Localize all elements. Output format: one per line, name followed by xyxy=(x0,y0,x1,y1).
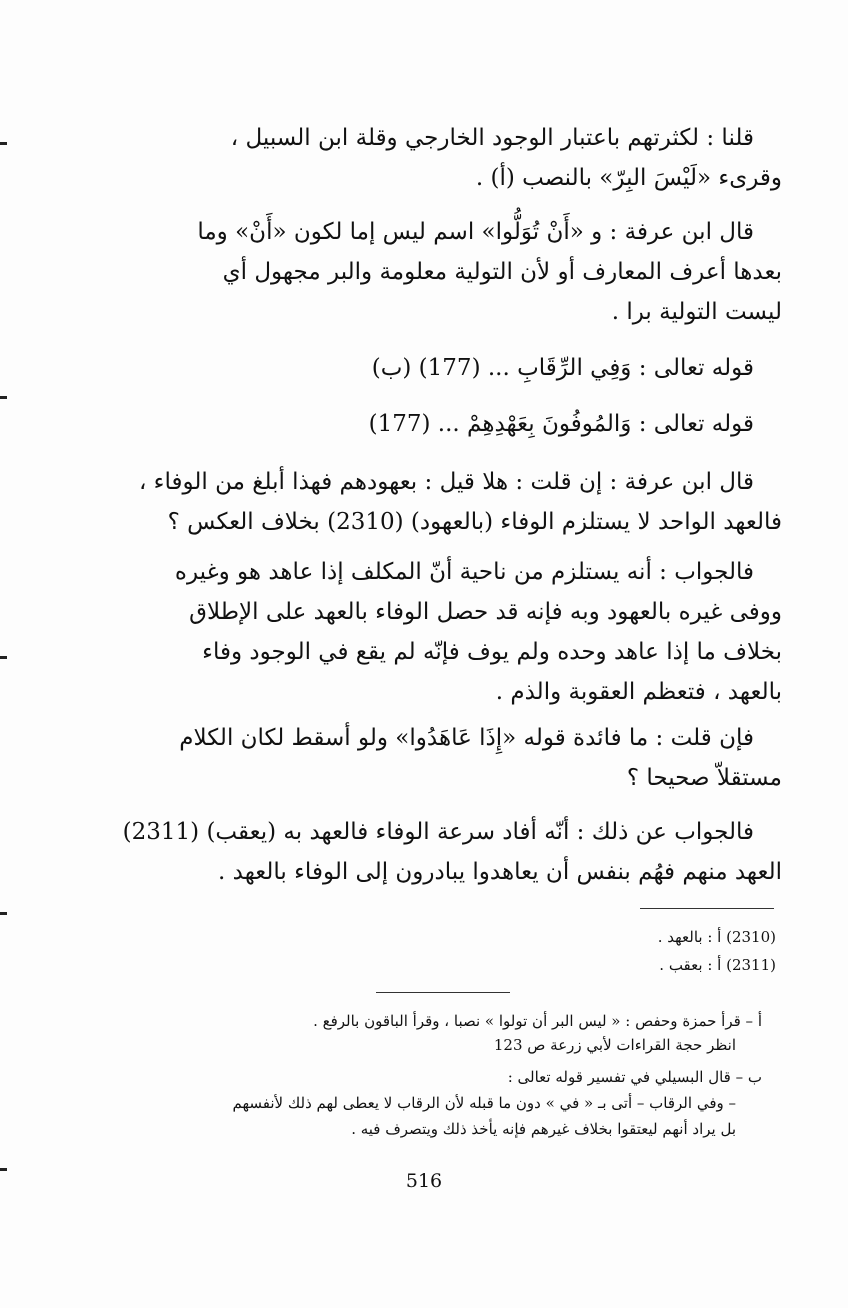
page-number: 516 xyxy=(405,1170,443,1192)
text-line: ووفى غيره بالعهود وبه فإنه قد حصل الوفاء بالعهد على الإطلاق xyxy=(189,599,782,625)
text-line: فالجواب : أنه يستلزم من ناحية أنّ المكلف إذا عاهد هو وغيره xyxy=(174,559,754,585)
paragraph xyxy=(100,348,782,388)
variant-note: (2311) أ : بعقب . xyxy=(659,956,776,974)
paragraph xyxy=(100,552,782,712)
text-line: قال ابن عرفة : و «أَنْ تُوَلُّوا» اسم ليس إما لكون «أَنْ» وما xyxy=(197,219,754,245)
text-line: بالعهد ، فتعظم العقوبة والذم . xyxy=(495,679,782,705)
text-line: العهد منهم فهُم بنفس أن يعاهدوا يبادرون إلى الوفاء بالعهد . xyxy=(218,859,782,885)
paragraph xyxy=(100,812,782,892)
footnote-rule xyxy=(376,992,510,993)
text-line: قال ابن عرفة : إن قلت : هلا قيل : بعهودهم فهذا أبلغ من الوفاء ، xyxy=(138,469,754,495)
paragraph xyxy=(100,212,782,332)
source-note: – وفي الرقاب – أتى بـ « في » دون ما قبله لأن الرقاب لا يعطى لهم ذلك لأنفسهم xyxy=(232,1094,736,1112)
source-note: ب – قال البسيلي في تفسير قوله تعالى : xyxy=(507,1068,762,1086)
paragraph xyxy=(100,118,782,198)
source-note: بل يراد أنهم ليعتقوا بخلاف غيرهم فإنه يأخذ ذلك ويتصرف فيه . xyxy=(351,1120,736,1138)
source-note: انظر حجة القراءات لأبي زرعة ص 123 xyxy=(493,1036,736,1054)
text-line: فالجواب عن ذلك : أنّه أفاد سرعة الوفاء فالعهد به (يعقب) (2311) xyxy=(122,819,754,845)
text-line: بخلاف ما إذا عاهد وحده ولم يوف فإنّه لم يقع في الوجود وفاء xyxy=(202,639,782,665)
text-line: قوله تعالى : وَفِي الرِّقَابِ ... (177) (ب) xyxy=(371,355,754,381)
text-line: ليست التولية برا . xyxy=(611,299,782,325)
text-line: قوله تعالى : وَالمُوفُونَ بِعَهْدِهِمْ ... (177) xyxy=(368,411,754,437)
text-line: وقرىء «لَيْسَ البِرّ» بالنصب (أ) . xyxy=(475,165,782,191)
variant-note: (2310) أ : بالعهد . xyxy=(657,928,776,946)
text-line: بعدها أعرف المعارف أو لأن التولية معلومة والبر مجهول أي xyxy=(222,259,782,285)
paragraph xyxy=(100,404,782,444)
paragraph xyxy=(100,462,782,542)
edge-mark xyxy=(0,912,7,915)
source-note: أ – قرأ حمزة وحفص : « ليس البر أن تولوا » نصبا ، وقرأ الباقون بالرفع . xyxy=(313,1012,762,1030)
text-line: قلنا : لكثرتهم باعتبار الوجود الخارجي وقلة ابن السبيل ، xyxy=(230,125,754,151)
paragraph xyxy=(100,718,782,798)
edge-mark xyxy=(0,656,7,659)
footnote-rule xyxy=(640,908,774,909)
text-line: فإن قلت : ما فائدة قوله «إِذَا عَاهَدُوا» ولو أسقط لكان الكلام xyxy=(179,725,754,751)
edge-mark xyxy=(0,142,7,145)
edge-mark xyxy=(0,396,7,399)
text-line: مستقلاّ صحيحا ؟ xyxy=(626,765,782,791)
text-line: فالعهد الواحد لا يستلزم الوفاء (بالعهود) (2310) بخلاف العكس ؟ xyxy=(167,509,782,535)
